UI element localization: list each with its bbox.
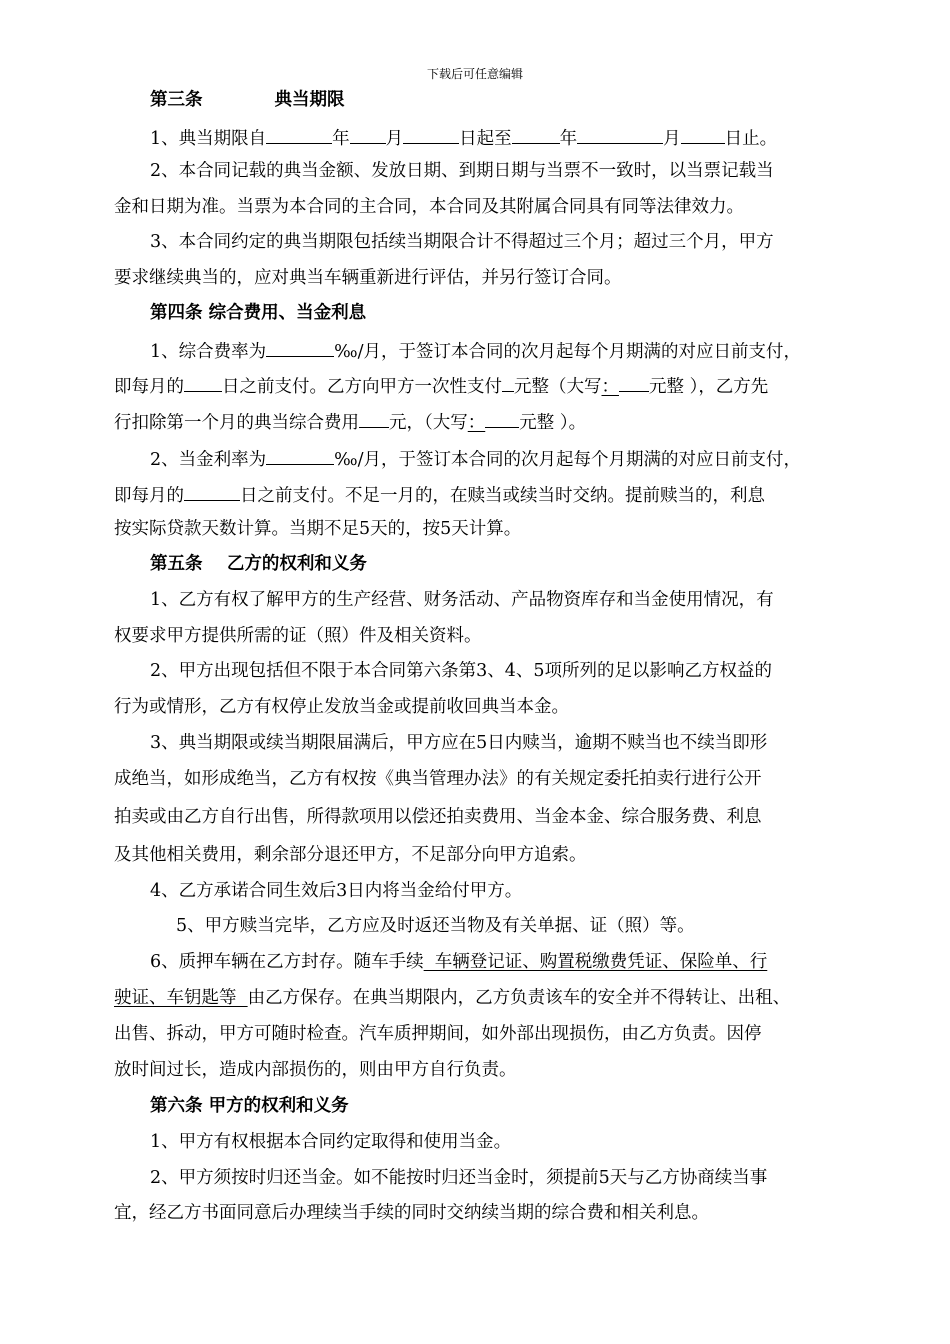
- article-3-clause-3-line-2: 要求继续典当的，应对典当车辆重新进行评估，并另行签订合同。: [114, 268, 622, 288]
- article-5-clause-1-line-2: 权要求甲方提供所需的证（照）件及相关资料。: [114, 626, 482, 646]
- article-3-clause-2-line-1: 2、本合同记载的典当金额、发放日期、到期日期与当票不一致时，以当票记载当: [150, 161, 774, 181]
- article-5-clause-1-line-1: 1、乙方有权了解甲方的生产经营、财务活动、产品物资库存和当金使用情况，有: [150, 590, 774, 610]
- blank-interest-day: [184, 482, 240, 501]
- article-5-clause-5: 5、甲方赎当完毕，乙方应及时返还当物及有关单据、证（照）等。: [176, 916, 695, 936]
- blank-start-year: [266, 125, 332, 144]
- article-5-clause-2-line-2: 行为或情形，乙方有权停止发放当金或提前收回典当本金。: [114, 697, 569, 717]
- article-3-clause-3-line-1: 3、本合同约定的典当期限包括续当期限合计不得超过三个月；超过三个月，甲方: [150, 232, 774, 252]
- article-5-title: 第五条 乙方的权利和义务: [150, 554, 367, 574]
- blank-fee-day: [184, 373, 222, 392]
- article-5-clause-3-line-4: 及其他相关费用，剩余部分退还甲方，不足部分向甲方追索。: [114, 845, 587, 865]
- article-6-title: 第六条 甲方的权利和义务: [150, 1096, 349, 1116]
- article-3-clause-2-line-2: 金和日期为准。当票为本合同的主合同，本合同及其附属合同具有同等法律效力。: [114, 197, 744, 217]
- article-6-clause-2-line-2: 宜，经乙方书面同意后办理续当手续的同时交纳续当期的综合费和相关利息。: [114, 1203, 709, 1223]
- article-5-clause-3-line-2: 成绝当，如形成绝当，乙方有权按《典当管理办法》的有关规定委托拍卖行进行公开: [114, 769, 762, 789]
- article-3-heading: 典当期限: [274, 90, 345, 110]
- blank-end-month: [577, 125, 663, 144]
- article-4-clause-1-line-2: 即每月的 日之前支付。乙方向甲方一次性支付 元整（大写： 元整 ），乙方先: [114, 373, 768, 398]
- vehicle-documents-list: 车辆登记证、购置税缴费凭证、保险单、行: [423, 952, 768, 972]
- blank-fee-amount-words: [619, 373, 649, 392]
- article-3-clause-1: 1、典当期限自 年 月 日起至 年 月 日止。: [150, 125, 777, 150]
- article-3-number: 第三条: [150, 90, 203, 110]
- article-4-clause-1-line-1: 1、综合费率为 ‰/月，于签订本合同的次月起每个月期满的对应日前支付，: [150, 338, 801, 363]
- page-header: 下载后可任意编辑: [426, 67, 523, 81]
- article-5-clause-2-line-1: 2、甲方出现包括但不限于本合同第六条第3、4、5项所列的足以影响乙方权益的: [150, 661, 773, 681]
- article-5-clause-3-line-1: 3、典当期限或续当期限届满后，甲方应在5日内赎当，逾期不赎当也不续当即形: [150, 733, 768, 753]
- blank-fee-rate: [266, 338, 334, 357]
- article-6-clause-2-line-1: 2、甲方须按时归还当金。如不能按时归还当金时，须提前5天与乙方协商续当事: [150, 1168, 768, 1188]
- article-5-clause-4: 4、乙方承诺合同生效后3日内将当金给付甲方。: [150, 881, 523, 901]
- article-5-clause-6-line-3: 出售、拆动，甲方可随时检查。汽车质押期间，如外部出现损伤，由乙方负责。因停: [114, 1024, 762, 1044]
- blank-start-month: [350, 125, 386, 144]
- blank-end-year: [512, 125, 560, 144]
- article-4-title: 第四条 综合费用、当金利息: [150, 303, 367, 323]
- article-5-clause-6-line-1: 6、质押车辆在乙方封存。随车手续 车辆登记证、购置税缴费凭证、保险单、行: [150, 952, 768, 972]
- article-3-title: [150, 89, 345, 111]
- article-5-clause-6-line-4: 放时间过长，造成内部损伤的，则由甲方自行负责。: [114, 1060, 517, 1080]
- article-4-clause-2-line-3: 按实际贷款天数计算。当期不足5天的，按5天计算。: [114, 519, 522, 539]
- article-4-clause-2-line-1: 2、当金利率为 ‰/月，于签订本合同的次月起每个月期满的对应日前支付，: [150, 446, 801, 471]
- article-5-clause-3-line-3: 拍卖或由乙方自行出售，所得款项用以偿还拍卖费用、当金本金、综合服务费、利息: [114, 807, 762, 827]
- blank-start-day: [403, 125, 459, 144]
- vehicle-documents-list-cont: 驶证、车钥匙等: [114, 988, 248, 1008]
- blank-first-month-fee-words: [485, 409, 519, 428]
- blank-interest-rate: [266, 446, 334, 465]
- article-5-clause-6-line-2: 驶证、车钥匙等 由乙方保存。在典当期限内，乙方负责该车的安全并不得转让、出租、: [114, 988, 791, 1008]
- blank-fee-amount: [502, 373, 514, 392]
- article-4-clause-2-line-2: 即每月的 日之前支付。不足一月的，在赎当或续当时交纳。提前赎当的，利息: [114, 482, 765, 507]
- blank-end-day: [681, 125, 725, 144]
- blank-first-month-fee: [359, 409, 389, 428]
- article-6-clause-1: 1、甲方有权根据本合同约定取得和使用当金。: [150, 1132, 512, 1152]
- article-4-clause-1-line-3: 行扣除第一个月的典当综合费用 元，（大写： 元整 ）。: [114, 409, 586, 434]
